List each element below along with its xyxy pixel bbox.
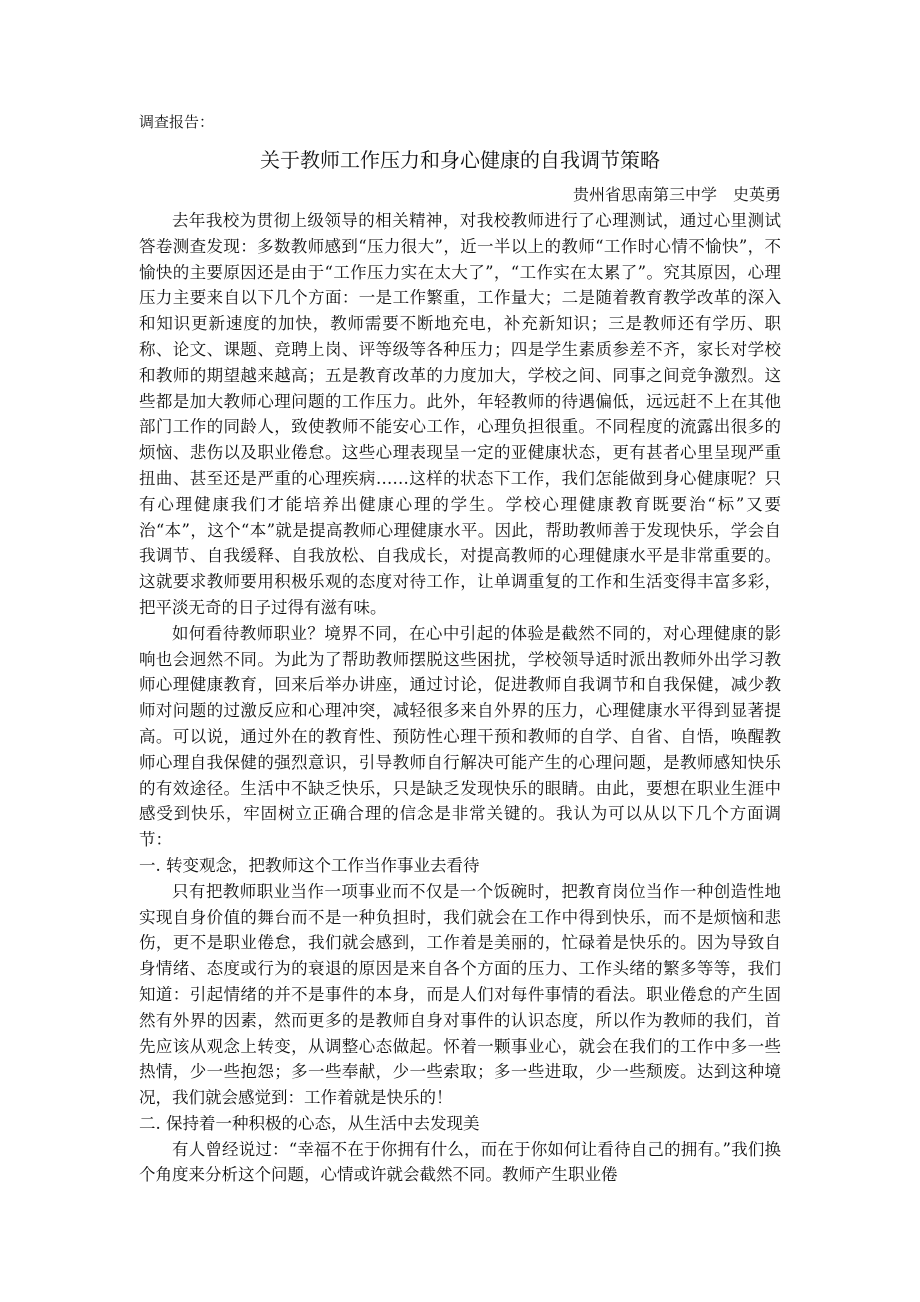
- section-heading: 二. 保持着一种积极的心态，从生活中去发现美: [139, 1113, 480, 1133]
- section-heading: 一. 转变观念，把教师这个工作当作事业去看待: [139, 855, 480, 875]
- section-paragraph: 只有把教师职业当作一项事业而不仅是一个饭碗时，把教育岗位当作一种创造性地实现自身价值的舞台而不是一种负担时，我们就会在工作中得到快乐，而不是烦恼和悲伤，更不是职业倦怠，我们就会感到，工作着是美丽的，忙碌着是快乐的。因为导致自身情绪、态度或行为的衰退的原因是来自各个方面的压力、工作头绪的繁多等等，我们知道：引起情绪的并不是事件的本身，而是人们对每件事情的看法。职业倦怠的产生固然有外界的因素，然而更多的是教师自身对事件的认识态度，所以作为教师的我们，首先应该从观念上转变，从调整心态做起。怀着一颗事业心，就会在我们的工作中多一些热情，少一些抱怨；多一些奉献，少一些索取；多一些进取，少一些颓废。达到这种境况，我们就会感觉到：工作着就是快乐的！: [139, 881, 781, 1108]
- body-paragraph: 去年我校为贯彻上级领导的相关精神，对我校教师进行了心理测试，通过心里测试答卷测查发现：多数教师感到“压力很大”，近一半以上的教师“工作时心情不愉快”，不愉快的主要原因还是由于“工作压力实在太大了”，“工作实在太累了”。究其原因，心理压力主要来自以下几个方面：一是工作繁重，工作量大；二是随着教育教学改革的深入和知识更新速度的加快，教师需要不断地充电，补充新知识；三是教师还有学历、职称、论文、课题、竞聘上岗、评等级等各种压力；四是学生素质参差不齐，家长对学校和教师的期望越来越高；五是教育改革的力度加大，学校之间、同事之间竞争激烈。这些都是加大教师心理问题的工作压力。此外，年轻教师的待遇偏低，远远赶不上在其他部门工作的同龄人，致使教师不能安心工作，心理负担很重。不同程度的流露出很多的烦恼、悲伤以及职业倦怠。这些心理表现呈一定的亚健康状态，更有甚者心里呈现严重扭曲、甚至还是严重的心理疾病……这样的状态下工作，我们怎能做到身心健康呢？只有心理健康我们才能培养出健康心理的学生。学校心理健康教育既要治“标”又要治“本”，这个“本”就是提高教师心理健康水平。因此，帮助教师善于发现快乐，学会自我调节、自我缓释、自我放松、自我成长，对提高教师的心理健康水平是非常重要的。这就要求教师要用积极乐观的态度对待工作，让单调重复的工作和生活变得丰富多彩，把平淡无奇的日子过得有滋有味。: [139, 211, 781, 617]
- document-page: [139, 110, 781, 1188]
- author-byline: 贵州省思南第三中学 史英勇: [572, 185, 781, 204]
- document-title: 关于教师工作压力和身心健康的自我调节策略: [260, 148, 660, 172]
- section-paragraph: 有人曾经说过：“幸福不在于你拥有什么，而在于你如何让看待自己的拥有。”我们换个角度来分析这个问题，心情或许就会截然不同。教师产生职业倦: [139, 1139, 781, 1185]
- body-paragraph: 如何看待教师职业？境界不同，在心中引起的体验是截然不同的，对心理健康的影响也会迥然不同。为此为了帮助教师摆脱这些困扰，学校领导适时派出教师外出学习教师心理健康教育，回来后举办讲座，通过讨论，促进教师自我调节和自我保健，减少教师对问题的过激反应和心理冲突，减轻很多来自外界的压力，心理健康水平得到显著提高。可以说，通过外在的教育性、预防性心理干预和教师的自学、自省、自悟，唤醒教师心理自我保健的强烈意识，引导教师自行解决可能产生的心理问题，是教师感知快乐的有效途径。生活中不缺乏快乐，只是缺乏发现快乐的眼睛。由此，要想在职业生涯中感受到快乐，牢固树立正确合理的信念是非常关键的。我认为可以从以下几个方面调节：: [139, 623, 781, 850]
- document-type-label: 调查报告：: [139, 113, 215, 131]
